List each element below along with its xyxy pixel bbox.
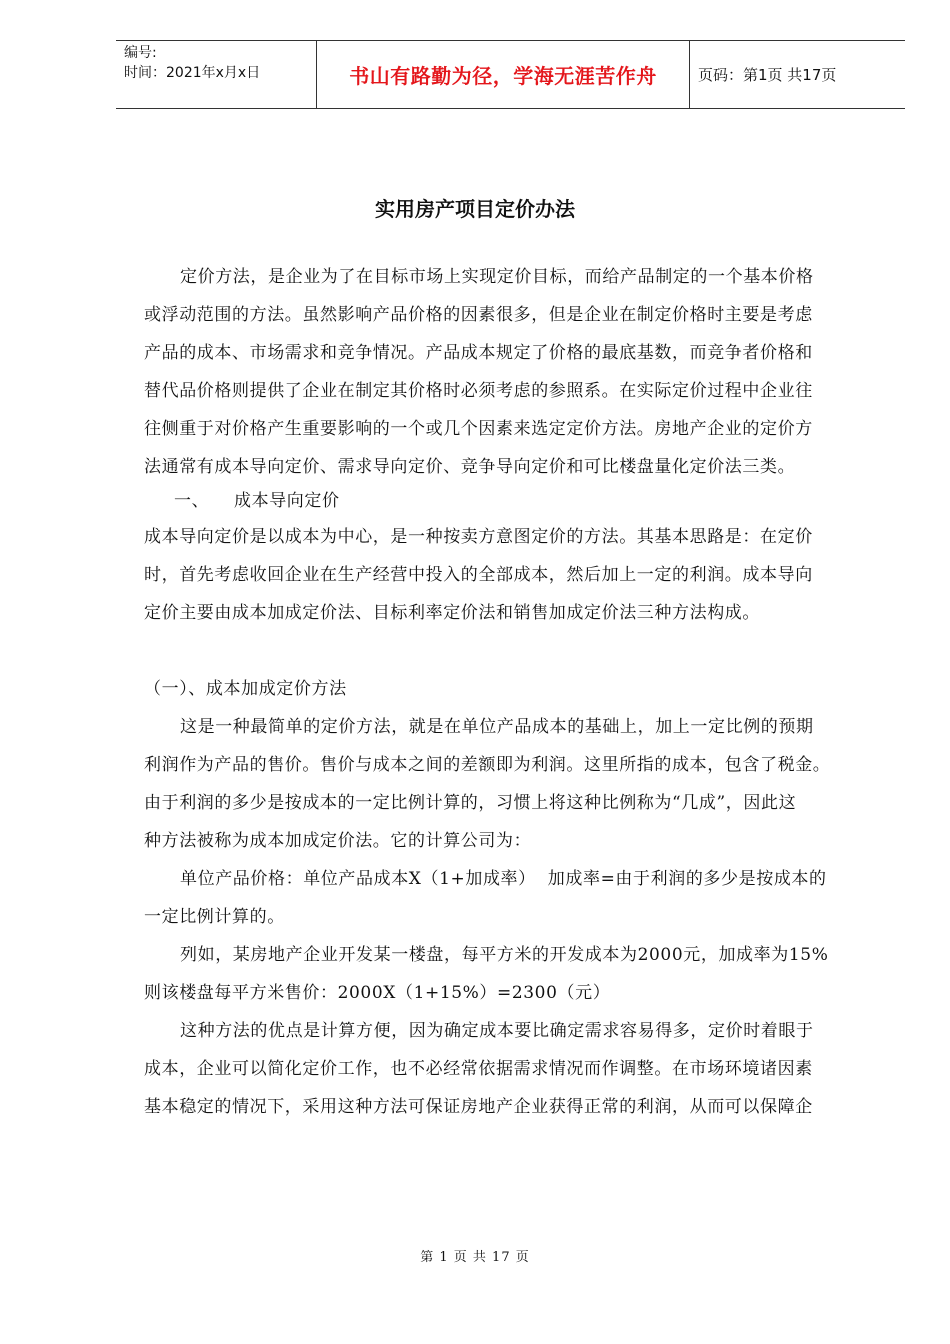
body-line: 由于利润的多少是按成本的一定比例计算的，习惯上将这种比例称为“几成”，因此这 bbox=[144, 793, 797, 813]
motto-text: 书山有路勤为径，学海无涯苦作舟 bbox=[349, 64, 657, 88]
header-page-cell bbox=[690, 41, 905, 108]
example-line: 列如，某房地产企业开发某一楼盘，每平方米的开发成本为2000元，加成率为15% bbox=[180, 945, 829, 965]
body-line: 利润作为产品的售价。售价与成本之间的差额即为利润。这里所指的成本，包含了税金。 bbox=[144, 755, 831, 775]
header-meta bbox=[116, 41, 316, 108]
section-title: 成本导向定价 bbox=[234, 491, 340, 511]
formula-line: 单位产品价格：单位产品成本X（1+加成率） 加成率=由于利润的多少是按成本的 bbox=[180, 869, 827, 889]
body-line: 成本导向定价是以成本为中心，是一种按卖方意图定价的方法。其基本思路是：在定价 bbox=[144, 527, 813, 547]
example-line: 则该楼盘每平方米售价：2000X（1+15%）=2300（元） bbox=[144, 983, 611, 1003]
body-line: 基本稳定的情况下，采用这种方法可保证房地产企业获得正常的利润，从而可以保障企 bbox=[144, 1097, 813, 1117]
body-line: 往侧重于对价格产生重要影响的一个或几个因素来选定定价方法。房地产企业的定价方 bbox=[144, 419, 813, 439]
body-line: 或浮动范围的方法。虽然影响产品价格的因素很多，但是企业在制定价格时主要是考虑 bbox=[144, 305, 813, 325]
time-label: 时间：2021年x月x日 bbox=[124, 65, 261, 81]
page-label: 页码：第1页 共17页 bbox=[698, 66, 837, 84]
body-line: 替代品价格则提供了企业在制定其价格时必须考虑的参照系。在实际定价过程中企业往 bbox=[144, 381, 813, 401]
body-line: 这是一种最简单的定价方法，就是在单位产品成本的基础上，加上一定比例的预期 bbox=[180, 717, 814, 737]
header-motto-cell bbox=[316, 41, 690, 108]
page-footer: 第 1 页 共 17 页 bbox=[420, 1250, 530, 1265]
body-line: 时，首先考虑收回企业在生产经营中投入的全部成本，然后加上一定的利润。成本导向 bbox=[144, 565, 813, 585]
body-line: 产品的成本、市场需求和竞争情况。产品成本规定了价格的最底基数，而竞争者价格和 bbox=[144, 343, 813, 363]
body-line: 这种方法的优点是计算方便，因为确定成本要比确定需求容易得多，定价时着眼于 bbox=[180, 1021, 814, 1041]
document-title: 实用房产项目定价办法 bbox=[375, 197, 575, 221]
body-line: 种方法被称为成本加成定价法。它的计算公司为： bbox=[144, 831, 532, 851]
document-header bbox=[116, 40, 905, 109]
paragraph-gap bbox=[144, 632, 884, 670]
number-label: 编号: bbox=[124, 45, 157, 61]
subsection-heading: （一）、成本加成定价方法 bbox=[144, 679, 347, 699]
section-number: 一、 bbox=[174, 491, 210, 511]
body-line: 定价主要由成本加成定价法、目标利率定价法和销售加成定价法三种方法构成。 bbox=[144, 603, 760, 623]
body-line: 定价方法，是企业为了在目标市场上实现定价目标，而给产品制定的一个基本价格 bbox=[180, 267, 814, 287]
body-line: 法通常有成本导向定价、需求导向定价、竞争导向定价和可比楼盘量化定价法三类。 bbox=[144, 457, 796, 477]
body-line: 一定比例计算的。 bbox=[144, 907, 285, 927]
body-line: 成本，企业可以简化定价工作，也不必经常依据需求情况而作调整。在市场环境诸因素 bbox=[144, 1059, 813, 1079]
document-body bbox=[144, 258, 884, 1126]
